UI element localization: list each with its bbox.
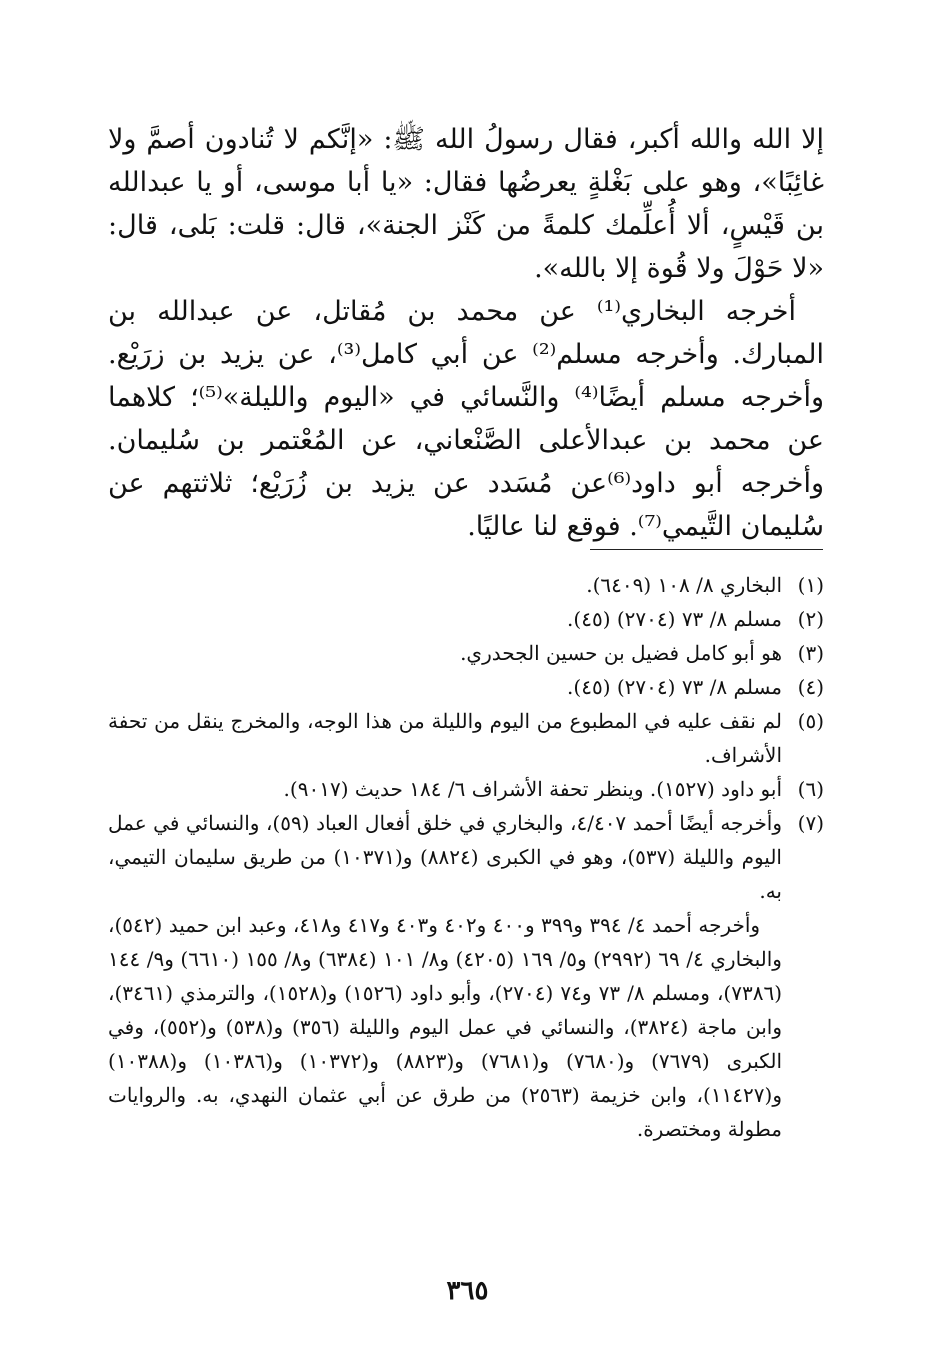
footnote-number: (٢) (797, 607, 824, 631)
footnote-separator (590, 549, 823, 550)
main-text (108, 118, 824, 548)
footnote-number: (٣) (797, 641, 824, 665)
footnotes (108, 568, 824, 1146)
footnote-number: (٦) (797, 777, 824, 801)
footnote-2 (108, 602, 824, 636)
footnote-text: هو أبو كامل فضيل بن حسين الجحدري. (460, 641, 782, 665)
footnote-3 (108, 636, 824, 670)
footnote-4 (108, 670, 824, 704)
footnote-number: (١) (797, 573, 824, 597)
main-paragraph-2: أخرجه البخاري⁽¹⁾ عن محمد بن مُقاتل، عن عبدالله بن المبارك. وأخرجه مسلم⁽²⁾ عن أبي كامل⁽³⁾، عن يزيد بن زرَيْع. وأخرجه مسلم أيضًا⁽⁴⁾ والنَّسائي في «اليوم والليلة»⁽⁵⁾؛ كلاهما عن محمد بن عبدالأعلى الصَّنْعاني، عن المُعْتمر بن سُليمان. وأخرجه أبو داود⁽⁶⁾عن مُسَدد عن يزيد بن زُرَيْع؛ ثلاثتهم عن سُليمان التَّيمي⁽⁷⁾. فوقع لنا عاليًا. (108, 296, 825, 542)
footnote-number: (٤) (797, 675, 824, 699)
footnote-6 (108, 772, 824, 806)
footnote-number: (٥) (797, 709, 824, 733)
footnote-text: مسلم ٨/ ٧٣ (٢٧٠٤) (٤٥). (567, 675, 782, 699)
footnote-number: (٧) (797, 811, 824, 835)
main-paragraph-1: إلا الله والله أكبر، فقال رسولُ الله ﷺ: «إنَّكم لا تُنادون أصمَّ ولا غائِبًا»، وهو على بَغْلةٍ يعرضُها فقال: «يا أبا موسى، أو يا عبدالله بن قَيْسٍ، ألا أُعلِّمك كلمةً من كَنْز الجنة»، قال: قلت: بَلى، قال: «لا حَوْلَ ولا قُوة إلا بالله». (108, 124, 824, 284)
footnote-text: أبو داود (١٥٢٧). وينظر تحفة الأشراف ٦/ ١٨٤ حديث (٩٠١٧). (283, 777, 782, 801)
footnote-text: وأخرجه أيضًا أحمد ٤/٤٠٧، والبخاري في خلق أفعال العباد (٥٩)، والنسائي في عمل اليوم والليلة (٥٣٧)، وهو في الكبرى (٨٨٢٤) و(١٠٣٧١) من طريق سليمان التيمي، به. (108, 811, 783, 903)
footnote-text: البخاري ٨/ ١٠٨ (٦٤٠٩). (586, 573, 782, 597)
footnote-7 (108, 806, 824, 1146)
page-number: ٣٦٥ (446, 1276, 489, 1306)
footnote-text-continuation: وأخرجه أحمد ٤/ ٣٩٤ و٣٩٩ و٤٠٠ و٤٠٢ و٤٠٣ و٤١٧ و٤١٨، وعبد ابن حميد (٥٤٢)، والبخاري ٤/ ٦٩ (٢٩٩٢) و٥/ ١٦٩ (٤٢٠٥) و٨/ ١٠١ (٦٣٨٤) و٨/ ١٥٥ (٦٦١٠) و٩/ ١٤٤ (٧٣٨٦)، ومسلم ٨/ ٧٣ و٧٤ (٢٧٠٤)، وأبو داود (١٥٢٦) و(١٥٢٨)، والترمذي (٣٤٦١)، وابن ماجة (٣٨٢٤)، والنسائي في عمل اليوم والليلة (٣٥٦) و(٥٣٨) و(٥٥٢)، وفي الكبرى (٧٦٧٩) و(٧٦٨٠) و(٧٦٨١) و(٨٨٢٣) و(١٠٣٧٢) و(١٠٣٨٦) و(١٠٣٨٨) و(١١٤٢٧)، وابن خزيمة (٢٥٦٣) من طرق عن أبي عثمان النهدي، به. والروايات مطولة ومختصرة. (108, 913, 782, 1141)
footnote-5 (108, 704, 824, 772)
footnote-text: مسلم ٨/ ٧٣ (٢٧٠٤) (٤٥). (567, 607, 782, 631)
footnote-1 (108, 568, 824, 602)
footnote-text: لم نقف عليه في المطبوع من اليوم والليلة من هذا الوجه، والمخرج ينقل من تحفة الأشراف. (108, 709, 782, 767)
